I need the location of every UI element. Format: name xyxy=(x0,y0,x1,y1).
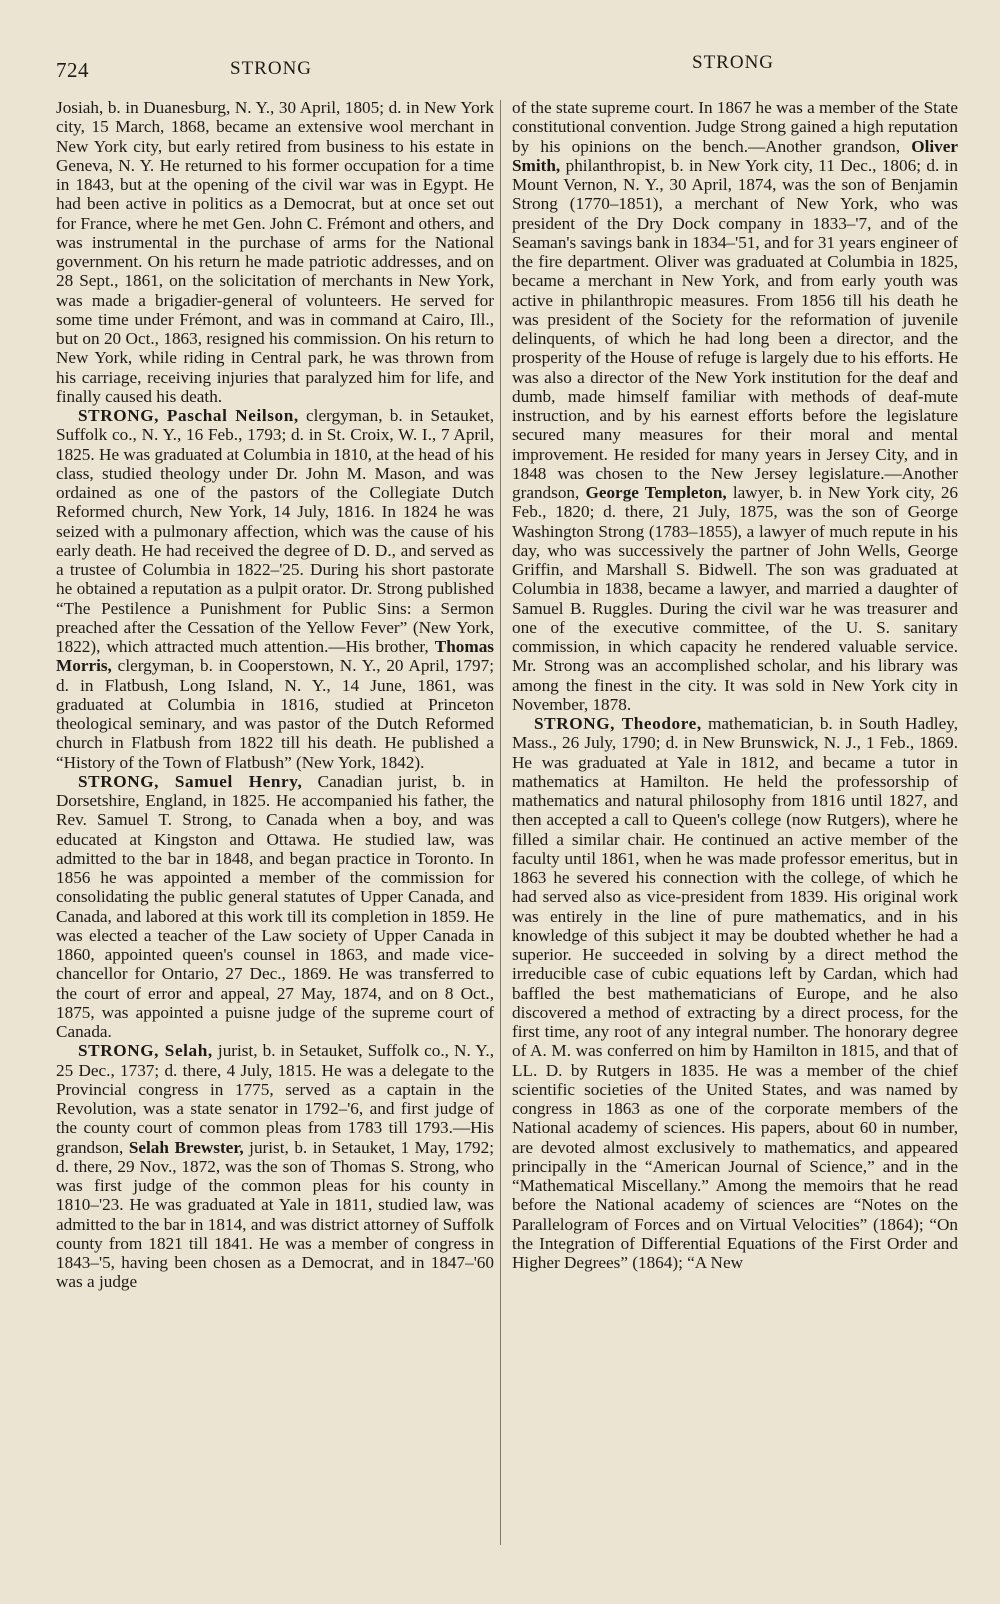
entry-continuation-selah xyxy=(512,98,958,714)
entry-theodore xyxy=(512,714,958,1272)
entry-text: mathematician, b. in South Hadley, Mass., 26 July, 1790; d. in New Brunswick, N. J., 1 Feb., 1869. He was graduated at Yale in 1812, and became a tutor in mathematics at Hamilton. He held the professorship of mathematics and natural philosophy from 1816 until 1827, and then accepted a call to Queen's college (now Rutgers), where he filled a similar chair. He continued an active member of the faculty until 1861, when he was made professor emeritus, but in 1863 he severed his connection with the college, of which he had served also as vice-president from 1839. His original work was entirely in the line of pure mathematics, and in his knowledge of this subject it may be doubted whether he had a superior. He succeeded in solving by a direct method the irreducible case of cubic equations left by Cardan, which had baffled the best mathematicians of Europe, and he also discovered a method of extracting by a direct process, for the first time, any root of any integral number. The honorary degree of A. M. was conferred on him by Hamilton in 1815, and that of LL. D. by Rutgers in 1835. He was a member of the chief scientific societies of the United States, and was named by congress in 1863 as one of the corporate members of the National academy of sciences. His papers, about 60 in number, are devoted almost exclusively to mathematics, and appeared principally in the “American Journal of Science,” and in the “Mathematical Miscellany.” Among the memoirs that he read before the National academy of sciences are “Notes on the Parallelogram of Forces and on Virtual Velocities” (1864); “On the Integration of Differential Equations of the First Order and Higher Degrees” (1864); “A New xyxy=(512,714,958,1272)
entry-text: jurist, b. in Setauket, 1 May, 1792; d. there, 29 Nov., 1872, was the son of Thomas S. Strong, who was first judge of the common pleas for his county in 1810–'23. He was graduated at Yale in 1811, studied law, was admitted to the bar in 1814, and was district attorney of Suffolk county from 1821 till 1841. He was a member of congress in 1843–'5, having been chosen as a Democrat, and in 1847–'60 was a judge xyxy=(56,1137,495,1292)
entry-continuation-josiah: Josiah, b. in Duanesburg, N. Y., 30 April, 1805; d. in New York city, 15 March, 1868, became an extensive wool merchant in New York city, but early retired from business to his estate in Geneva, N. Y. He returned to his former occupation for a time in 1843, but at the opening of the civil war was in Egypt. He had been active in politics as a Democrat, but at once set out for France, where he met Gen. John C. Frémont and others, and was instrumental in the purchase of arms for the National government. On his return he made patriotic addresses, and on 28 Sept., 1861, on the solicitation of merchants in New York, was made a brigadier-general of volunteers. He served for some time under Frémont, and was in command at Cairo, Ill., but on 20 Oct., 1863, resigned his commission. On his return to New York, while riding in Central park, he was thrown from his carriage, receiving injuries that paralyzed him for life, and finally caused his death. xyxy=(56,98,494,406)
running-head-left: STRONG xyxy=(230,58,313,79)
entry-text: of the state supreme court. In 1867 he was a member of the State constitutional convention. Judge Strong gained a high reputation by his opinions on the bench.—Another grandson, xyxy=(512,98,958,156)
sub-entry-name: George Templeton, xyxy=(585,483,727,502)
entry-paschal-neilson xyxy=(56,406,494,772)
sub-entry-name: Thomas Morris, xyxy=(56,637,494,676)
entry-text: philanthropist, b. in New York city, 11 Dec., 1806; d. in Mount Vernon, N. Y., 30 April, 1874, was the son of Benjamin Strong (1770–1851), a merchant of New York, who was president of the Dry Dock company in 1833–'7, and of the Seaman's savings bank in 1834–'51, and for 31 years engineer of the fire department. Oliver was graduated at Columbia in 1825, became a merchant in New York, and from early youth was active in philanthropic measures. From 1856 till his death he was president of the Society for the reformation of juvenile delinquents, of which he had long been a director, and the prosperity of the House of refuge is largely due to his efforts. He was also a director of the New York institution for the deaf and dumb, made himself familiar with methods of deaf-mute instruction, and by his earnest efforts before the legislature secured many measures for their moral and mental improvement. He resided for many years in Jersey City, and in 1848 was chosen to the New Jersey legislature.—Another grandson, xyxy=(512,155,958,502)
entry-text: Canadian jurist, b. in Dorsetshire, England, in 1825. He accompanied his father, the Rev. Samuel T. Strong, to Canada when a boy, and was educated at Kingston and Ottawa. He studied law, was admitted to the bar in 1848, and began practice in Toronto. In 1856 he was appointed a member of the commission for consolidating the public general statutes of Upper Canada, and Canada, and labored at this work till its completion in 1859. He was elected a teacher of the Law society of Upper Canada in 1860, appointed queen's counsel in 1863, and made vice-chancellor for Ontario, 27 Dec., 1869. He was transferred to the court of error and appeal, 27 May, 1874, and on 8 Oct., 1875, was appointed a puisne judge of the supreme court of Canada. xyxy=(56,771,495,1041)
entry-headword: STRONG, Samuel Henry, xyxy=(78,771,303,791)
entry-headword: STRONG, Selah, xyxy=(78,1041,213,1061)
entry-samuel-henry xyxy=(56,772,494,1042)
column-divider xyxy=(500,100,501,1545)
entry-text: clergyman, b. in Setauket, Suffolk co., N. Y., 16 Feb., 1793; d. in St. Croix, W. I., 7 April, 1825. He was graduated at Columbia in 1810, at the head of his class, studied theology under Dr. John M. Mason, and was ordained as one of the pastors of the Collegiate Dutch Reformed church, New York, 14 July, 1816. In 1824 he was seized with a pulmonary affection, which was the cause of his early death. He had received the degree of D. D., and served as a trustee of Columbia in 1822–'25. During his short pastorate he obtained a reputation as a pulpit orator. Dr. Strong published “The Pestilence a Punishment for Public Sins: a Sermon preached after the Cessation of the Yellow Fever” (New York, 1822), which attracted much attention.—His brother, xyxy=(56,406,494,656)
sub-entry-name: Oliver Smith, xyxy=(512,136,958,175)
entry-selah xyxy=(56,1041,494,1291)
right-column xyxy=(512,98,958,1272)
entry-headword: STRONG, Theodore, xyxy=(534,714,702,733)
entry-text: lawyer, b. in New York city, 26 Feb., 1820; d. there, 21 July, 1875, was the son of George Washington Strong (1783–1855), a lawyer of much repute in his day, who was successively the partner of John Wells, George Griffin, and Marshall S. Bidwell. The son was graduated at Columbia in 1838, became a lawyer, and married a daughter of Samuel B. Ruggles. During the civil war he was treasurer and one of the executive committee, of the U. S. sanitary commission, in which capacity he rendered valuable service. Mr. Strong was an accomplished scholar, and his library was among the finest in the city. It was sold in New York city in November, 1878. xyxy=(512,483,959,714)
page-number: 724 xyxy=(56,58,89,82)
entry-text: jurist, b. in Setauket, Suffolk co., N. Y., 25 Dec., 1737; d. there, 4 July, 1815. He was a delegate to the Provincial congress in 1775, served as a captain in the Revolution, was a state senator in 1792–'6, and first judge of the county court of common pleas from 1783 till 1793.—His grandson, xyxy=(56,1041,494,1157)
page-header xyxy=(0,52,1000,88)
running-head-right: STRONG xyxy=(692,52,775,73)
entry-headword: STRONG, Paschal Neilson, xyxy=(78,406,299,425)
left-column xyxy=(56,98,494,1292)
sub-entry-name: Selah Brewster, xyxy=(128,1137,244,1157)
entry-text: clergyman, b. in Cooperstown, N. Y., 20 April, 1797; d. in Flatbush, Long Island, N. Y., 14 June, 1861, was graduated at Columbia in 1816, studied at Princeton theological seminary, and was pastor of the Dutch Reformed church in Flatbush from 1822 till his death. He published a “History of the Town of Flatbush” (New York, 1842). xyxy=(56,656,494,772)
